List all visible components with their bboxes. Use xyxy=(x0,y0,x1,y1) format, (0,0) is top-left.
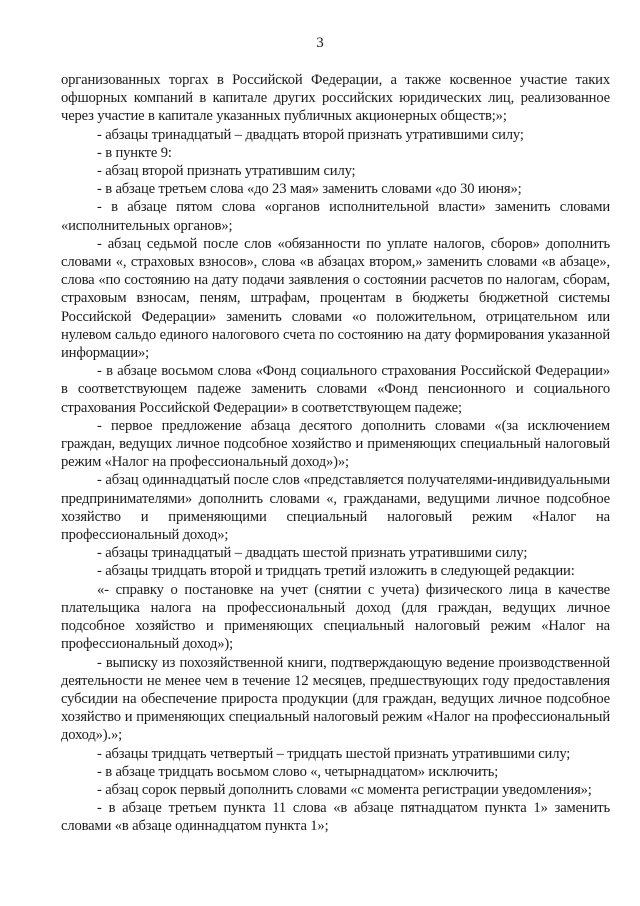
paragraph: - выписку из похозяйственной книги, подтверждающую ведение производственной деятельности не менее чем в течение 12 месяцев, предшествующих году предоставления субсидии на обеспечение прироста продукции (для граждан, ведущих личное подсобное хозяйство и применяющих специальный налоговый режим «Налог на профессиональный доход»).»; xyxy=(61,654,610,744)
paragraph: - абзац второй признать утратившим силу; xyxy=(97,163,356,180)
document-body xyxy=(61,71,610,836)
paragraph: - в абзаце восьмом слова «Фонд социального страхования Российской Федерации» в соответствующем падеже заменить словами «Фонд пенсионного и социального страхования Российской Федерации» в соответствующем падеже; xyxy=(61,363,610,416)
paragraph: - в абзаце третьем пункта 11 слова «в абзаце пятнадцатом пункта 1» заменить словами «в абзаце одиннадцатом пункта 1»; xyxy=(61,800,610,835)
paragraph: «- справку о постановке на учет (снятии с учета) физического лица в качестве плательщика налога на профессиональный доход (для граждан, ведущих личное подсобное хозяйство и применяющих специальный налоговый режим «Налог на профессиональный доход»); xyxy=(61,581,610,653)
paragraph: - абзац одиннадцатый после слов «представляется получателями-индивидуальными предпринимателями» дополнить словами «, гражданами, ведущими личное подсобное хозяйство и применяющими специальный налоговый режим «Налог на профессиональный доход»; xyxy=(61,472,610,544)
paragraph: - в абзаце третьем слова «до 23 мая» заменить словами «до 30 июня»; xyxy=(97,181,522,198)
paragraph: - в абзаце тридцать восьмом слово «, четырнадцатом» исключить; xyxy=(97,763,499,780)
page-number: 3 xyxy=(316,35,324,51)
paragraph: - первое предложение абзаца десятого дополнить словами «(за исключением граждан, ведущих личное подсобное хозяйство и применяющих специальный налоговый режим «Налог на профессиональный доход»)»; xyxy=(61,417,610,471)
paragraph: - абзац сорок первый дополнить словами «с момента регистрации уведомления»; xyxy=(97,781,592,798)
paragraph: - абзацы тридцать второй и тридцать третий изложить в следующей редакции: xyxy=(97,563,575,580)
paragraph: - абзацы тридцать четвертый – тридцать шестой признать утратившими силу; xyxy=(97,745,571,762)
paragraph: - абзацы тринадцатый – двадцать шестой признать утратившими силу; xyxy=(97,545,528,562)
paragraph: - в пункте 9: xyxy=(97,144,172,161)
paragraph: - абзацы тринадцатый – двадцать второй признать утратившими силу; xyxy=(97,126,524,143)
paragraph: - абзац седьмой после слов «обязанности по уплате налогов, сборов» дополнить словами «, страховых взносов», слова «в абзацах втором,» заменить словами «в абзаце», слова «по состоянию на дату подачи заявления о состоянии расчетов по налогам, сборам, страховым взносам, пеням, штрафам, процентам в бюджеты бюджетной системы Российской Федерации» заменить словами «о положительном, отрицательном или нулевом сальдо единого налогового счета по состоянию на дату формирования указанной информации»; xyxy=(61,235,610,362)
paragraph: - в абзаце пятом слова «органов исполнительной власти» заменить словами «исполнительных органов»; xyxy=(61,199,610,234)
paragraph: организованных торгах в Российской Федерации, а также косвенное участие таких офшорных компаний в капитале других российских юридических лиц, реализованное через участие в капитале указанных публичных акционерных обществ;»; xyxy=(61,72,610,125)
